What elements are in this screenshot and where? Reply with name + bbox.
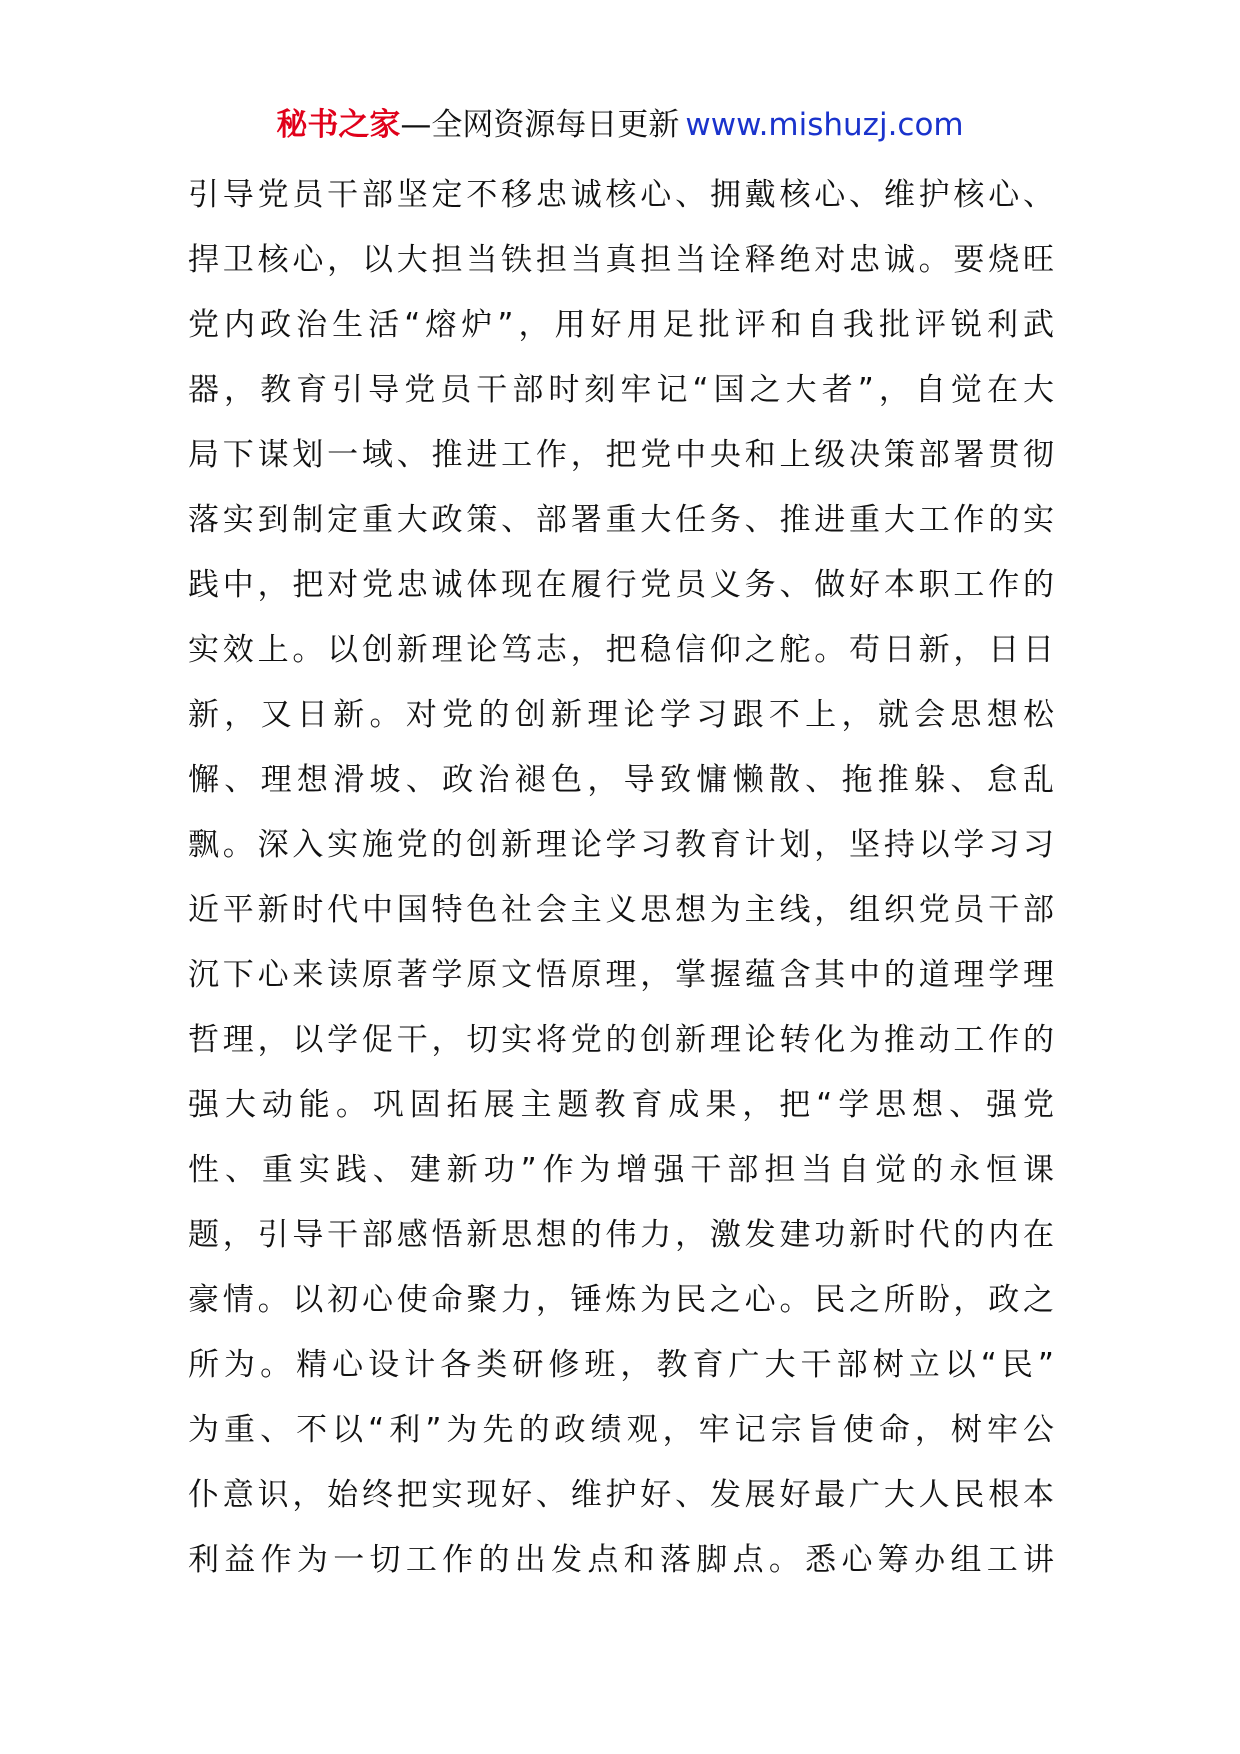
- text-line: 践中，把对党忠诚体现在履行党员义务、做好本职工作的: [188, 567, 1054, 603]
- text-line: 性、重实践、建新功”作为增强干部担当自觉的永恒课: [188, 1152, 1054, 1188]
- text-line: 器，教育引导党员干部时刻牢记“国之大者”，自觉在大: [188, 372, 1054, 408]
- text-line: 懈、理想滑坡、政治褪色，导致慵懒散、拖推躲、怠乱: [188, 762, 1054, 798]
- text-line: 强大动能。巩固拓展主题教育成果，把“学思想、强党: [188, 1087, 1054, 1123]
- text-line: 引导党员干部坚定不移忠诚核心、拥戴核心、维护核心、: [188, 177, 1054, 213]
- text-line: 题，引导干部感悟新思想的伟力，激发建功新时代的内在: [188, 1217, 1054, 1253]
- text-line: 飘。深入实施党的创新理论学习教育计划，坚持以学习习: [188, 827, 1054, 863]
- text-line: 局下谋划一域、推进工作，把党中央和上级决策部署贯彻: [188, 437, 1054, 473]
- text-line: 仆意识，始终把实现好、维护好、发展好最广大人民根本: [188, 1477, 1054, 1513]
- text-line: 实效上。以创新理论笃志，把稳信仰之舵。苟日新，日日: [188, 632, 1054, 668]
- text-line: 豪情。以初心使命聚力，锤炼为民之心。民之所盼，政之: [188, 1282, 1054, 1318]
- text-line: 近平新时代中国特色社会主义思想为主线，组织党员干部: [188, 892, 1054, 928]
- text-line: 党内政治生活“熔炉”，用好用足批评和自我批评锐利武: [188, 307, 1054, 343]
- text-line: 哲理，以学促干，切实将党的创新理论转化为推动工作的: [188, 1022, 1054, 1058]
- text-line: 沉下心来读原著学原文悟原理，掌握蕴含其中的道理学理: [188, 957, 1054, 993]
- body-text: [188, 163, 1054, 1593]
- brand-name: 秘书之家: [276, 107, 401, 143]
- text-line: 为重、不以“利”为先的政绩观，牢记宗旨使命，树牢公: [188, 1412, 1054, 1448]
- site-url-link[interactable]: www.mishuzj.com: [685, 107, 964, 143]
- text-line: 新，又日新。对党的创新理论学习跟不上，就会思想松: [188, 697, 1054, 733]
- page-header: [0, 100, 1240, 150]
- text-line: 利益作为一切工作的出发点和落脚点。悉心筹办组工讲: [188, 1542, 1054, 1578]
- text-line: 捍卫核心，以大担当铁担当真担当诠释绝对忠诚。要烧旺: [188, 242, 1054, 278]
- header-tagline: —全网资源每日更新: [400, 107, 680, 143]
- text-line: 所为。精心设计各类研修班，教育广大干部树立以“民”: [188, 1347, 1054, 1383]
- text-line: 落实到制定重大政策、部署重大任务、推进重大工作的实: [188, 502, 1054, 538]
